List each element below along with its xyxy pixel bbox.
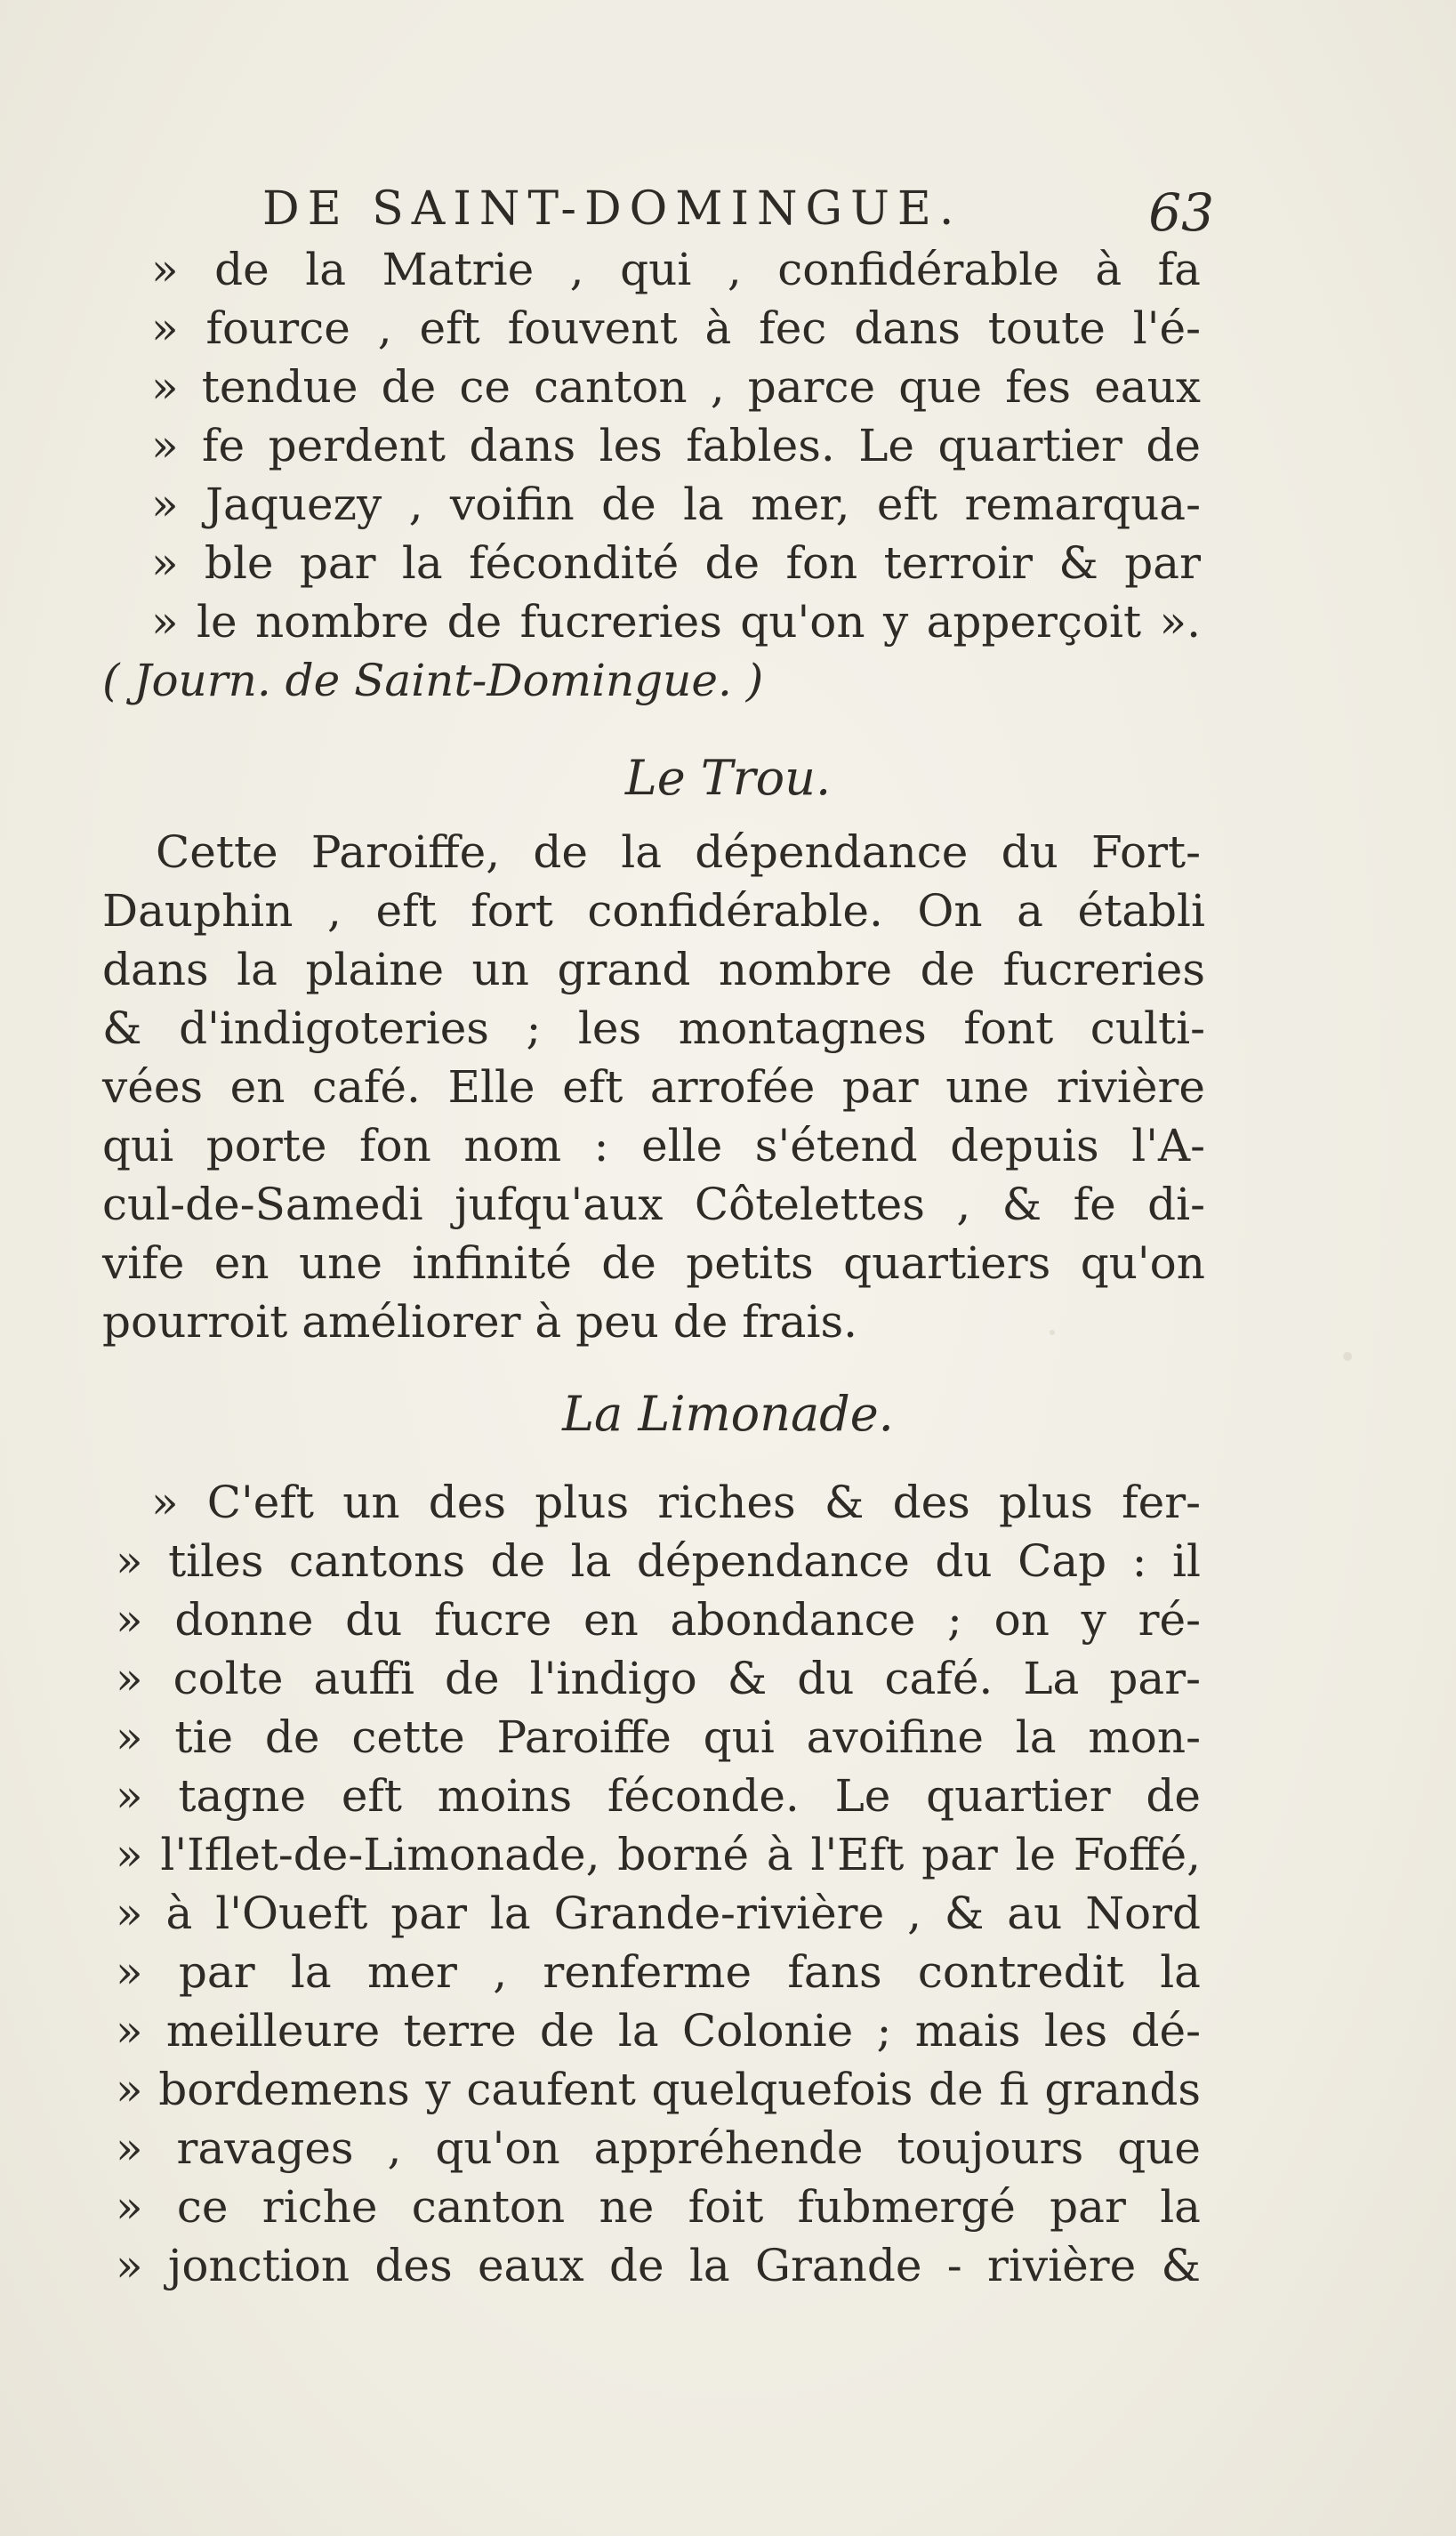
text-line: » bordemens y caufent quelquefois de fi grands	[116, 2064, 1201, 2115]
text-line: » meilleure terre de la Colonie ; mais les dé-	[116, 2005, 1201, 2057]
citation-line: ( Journ. de Saint-Domingue. )	[102, 655, 764, 706]
text-line: » de la Matrie , qui , confidérable à fa	[151, 244, 1201, 295]
page-number: 63	[1148, 182, 1214, 243]
text-line: » tie de cette Paroiffe qui avoifine la mon-	[116, 1711, 1201, 1763]
text-line: qui porte fon nom : elle s'étend depuis l'A-	[102, 1120, 1205, 1171]
text-line: Dauphin , eft fort confidérable. On a établi	[102, 885, 1205, 937]
text-line: dans la plaine un grand nombre de fucreries	[102, 944, 1205, 995]
text-line: Cette Paroiffe, de la dépendance du Fort-	[156, 826, 1201, 878]
text-line: » l'Iflet-de-Limonade, borné à l'Eft par le Foffé,	[116, 1829, 1201, 1880]
page-header	[253, 182, 1214, 245]
text-line: » C'eft un des plus riches & des plus fer-	[151, 1477, 1201, 1528]
paper-speck	[1343, 1352, 1352, 1361]
text-line: » tiles cantons de la dépendance du Cap : il	[116, 1535, 1201, 1587]
text-line: » tagne eft moins féconde. Le quartier de	[116, 1770, 1201, 1822]
running-head: DE SAINT-DOMINGUE.	[262, 182, 962, 236]
text-line: » Jaquezy , voifin de la mer, eft remarqua-	[151, 479, 1201, 530]
text-line: pourroit améliorer à peu de frais.	[102, 1296, 858, 1348]
text-line: » jonction des eaux de la Grande - rivière &	[116, 2240, 1201, 2291]
text-line: » tendue de ce canton , parce que fes eaux	[151, 361, 1201, 413]
text-line: vife en une infinité de petits quartiers qu'on	[102, 1237, 1205, 1289]
section-heading-trou: Le Trou.	[624, 750, 832, 806]
text-line: » fe perdent dans les fables. Le quartier de	[151, 420, 1201, 471]
text-line: & d'indigoteries ; les montagnes font culti-	[102, 1002, 1205, 1054]
section-heading-limonade: La Limonade.	[562, 1386, 894, 1442]
text-line: » colte auffi de l'indigo & du café. La par-	[116, 1653, 1201, 1704]
text-line: » à l'Oueft par la Grande-rivière , & au Nord	[116, 1888, 1201, 1939]
text-line: » ravages , qu'on appréhende toujours que	[116, 2122, 1201, 2174]
text-line: cul-de-Samedi jufqu'aux Côtelettes , & fe di-	[102, 1179, 1205, 1230]
text-line: » le nombre de fucreries qu'on y apperçoit ».	[151, 596, 1201, 648]
text-line: » donne du fucre en abondance ; on y ré-	[116, 1594, 1201, 1646]
text-line: » fource , eft fouvent à fec dans toute l'é-	[151, 302, 1201, 354]
paper-speck	[1050, 1330, 1055, 1335]
text-line: vées en café. Elle eft arrofée par une rivière	[102, 1061, 1205, 1113]
text-line: » ce riche canton ne foit fubmergé par la	[116, 2181, 1201, 2233]
text-line: » par la mer , renferme fans contredit la	[116, 1946, 1201, 1998]
text-line: » ble par la fécondité de fon terroir & par	[151, 537, 1201, 589]
